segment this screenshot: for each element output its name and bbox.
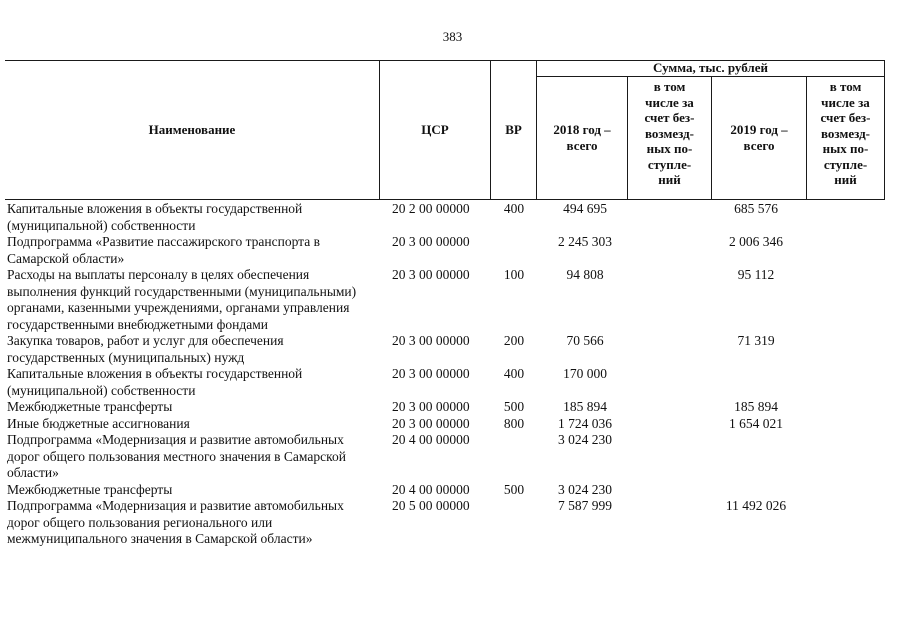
page-number: 383	[442, 29, 463, 44]
row-name: Расходы на выплаты персоналу в целях обеспечения выполнения функций государственными (муниципальными) органами, казенными учреждениями, органами управления государственными внебюджетными фондами	[7, 267, 357, 332]
table-body	[0, 201, 905, 548]
header-name: Наименование	[148, 122, 236, 137]
header-2019-incl: в том числе за счет без- возмезд- ных по- ступле- ний	[820, 79, 871, 187]
row-name: Подпрограмма «Модернизация и развитие автомобильных дорог общего пользования регионального или межмуниципального значения в Самарской области»	[7, 498, 344, 546]
header-2019-total: 2019 год – всего	[730, 122, 788, 153]
row-2018: 170 000	[563, 366, 607, 381]
row-2019: 1 654 021	[729, 415, 783, 431]
row-2018: 3 024 230	[558, 481, 612, 497]
table-row	[0, 416, 905, 433]
header-right-border	[884, 60, 885, 200]
row-name: Межбюджетные трансферты	[7, 481, 173, 497]
row-name: Капитальные вложения в объекты государственной (муниципальной) собственности	[7, 201, 303, 233]
row-csr: 20 3 00 00000	[392, 366, 470, 381]
row-2018: 2 245 303	[558, 234, 612, 249]
row-vr: 400	[503, 201, 525, 216]
row-csr: 20 5 00 00000	[392, 498, 470, 513]
table-row	[0, 201, 905, 234]
row-vr: 800	[503, 415, 525, 431]
header-2018-total: 2018 год – всего	[553, 122, 611, 153]
table-row	[0, 482, 905, 499]
row-2019: 185 894	[734, 399, 778, 414]
table-row	[0, 267, 905, 333]
row-name: Иные бюджетные ассигнования	[7, 415, 190, 431]
row-csr: 20 4 00 00000	[392, 432, 470, 447]
row-2018: 94 808	[566, 267, 604, 282]
row-2018: 185 894	[563, 399, 607, 414]
row-2019: 11 492 026	[725, 498, 787, 513]
header-2018-incl: в том числе за счет без- возмезд- ных по- ступле- ний	[644, 79, 695, 187]
row-name: Межбюджетные трансферты	[7, 399, 173, 414]
row-name: Капитальные вложения в объекты государственной (муниципальной) собственности	[7, 366, 303, 398]
header-vr: ВР	[505, 122, 522, 137]
row-csr: 20 4 00 00000	[392, 481, 470, 497]
row-csr: 20 3 00 00000	[392, 415, 470, 431]
row-name: Закупка товаров, работ и услуг для обеспечения государственных (муниципальных) нужд	[7, 333, 284, 365]
row-vr: 500	[503, 399, 525, 414]
row-vr: 200	[503, 333, 525, 348]
table-row	[0, 234, 905, 267]
table-row	[0, 399, 905, 416]
row-name: Подпрограмма «Развитие пассажирского транспорта в Самарской области»	[7, 234, 320, 266]
row-2019: 95 112	[737, 267, 775, 282]
row-2019: 2 006 346	[729, 234, 783, 249]
row-2018: 70 566	[566, 333, 604, 348]
row-2019: 71 319	[737, 333, 775, 348]
table-header	[0, 60, 885, 200]
row-vr: 400	[503, 366, 525, 381]
row-vr: 100	[503, 267, 525, 282]
table-row	[0, 333, 905, 366]
header-csr: ЦСР	[421, 122, 449, 137]
row-csr: 20 3 00 00000	[392, 399, 470, 414]
table-row	[0, 432, 905, 482]
row-2019: 685 576	[734, 201, 778, 216]
row-name: Подпрограмма «Модернизация и развитие автомобильных дорог общего пользования местного значения в Самарской области»	[7, 432, 346, 480]
row-2018: 3 024 230	[558, 432, 612, 447]
row-2018: 7 587 999	[558, 498, 612, 513]
row-csr: 20 3 00 00000	[392, 333, 470, 348]
header-sum-group: Сумма, тыс. рублей	[653, 60, 768, 75]
table-row	[0, 498, 905, 548]
row-csr: 20 3 00 00000	[392, 234, 470, 249]
row-vr: 500	[503, 481, 525, 497]
row-2018: 1 724 036	[558, 415, 612, 431]
row-csr: 20 2 00 00000	[392, 201, 470, 216]
table-row	[0, 366, 905, 399]
row-csr: 20 3 00 00000	[392, 267, 470, 282]
row-2018: 494 695	[563, 201, 607, 216]
